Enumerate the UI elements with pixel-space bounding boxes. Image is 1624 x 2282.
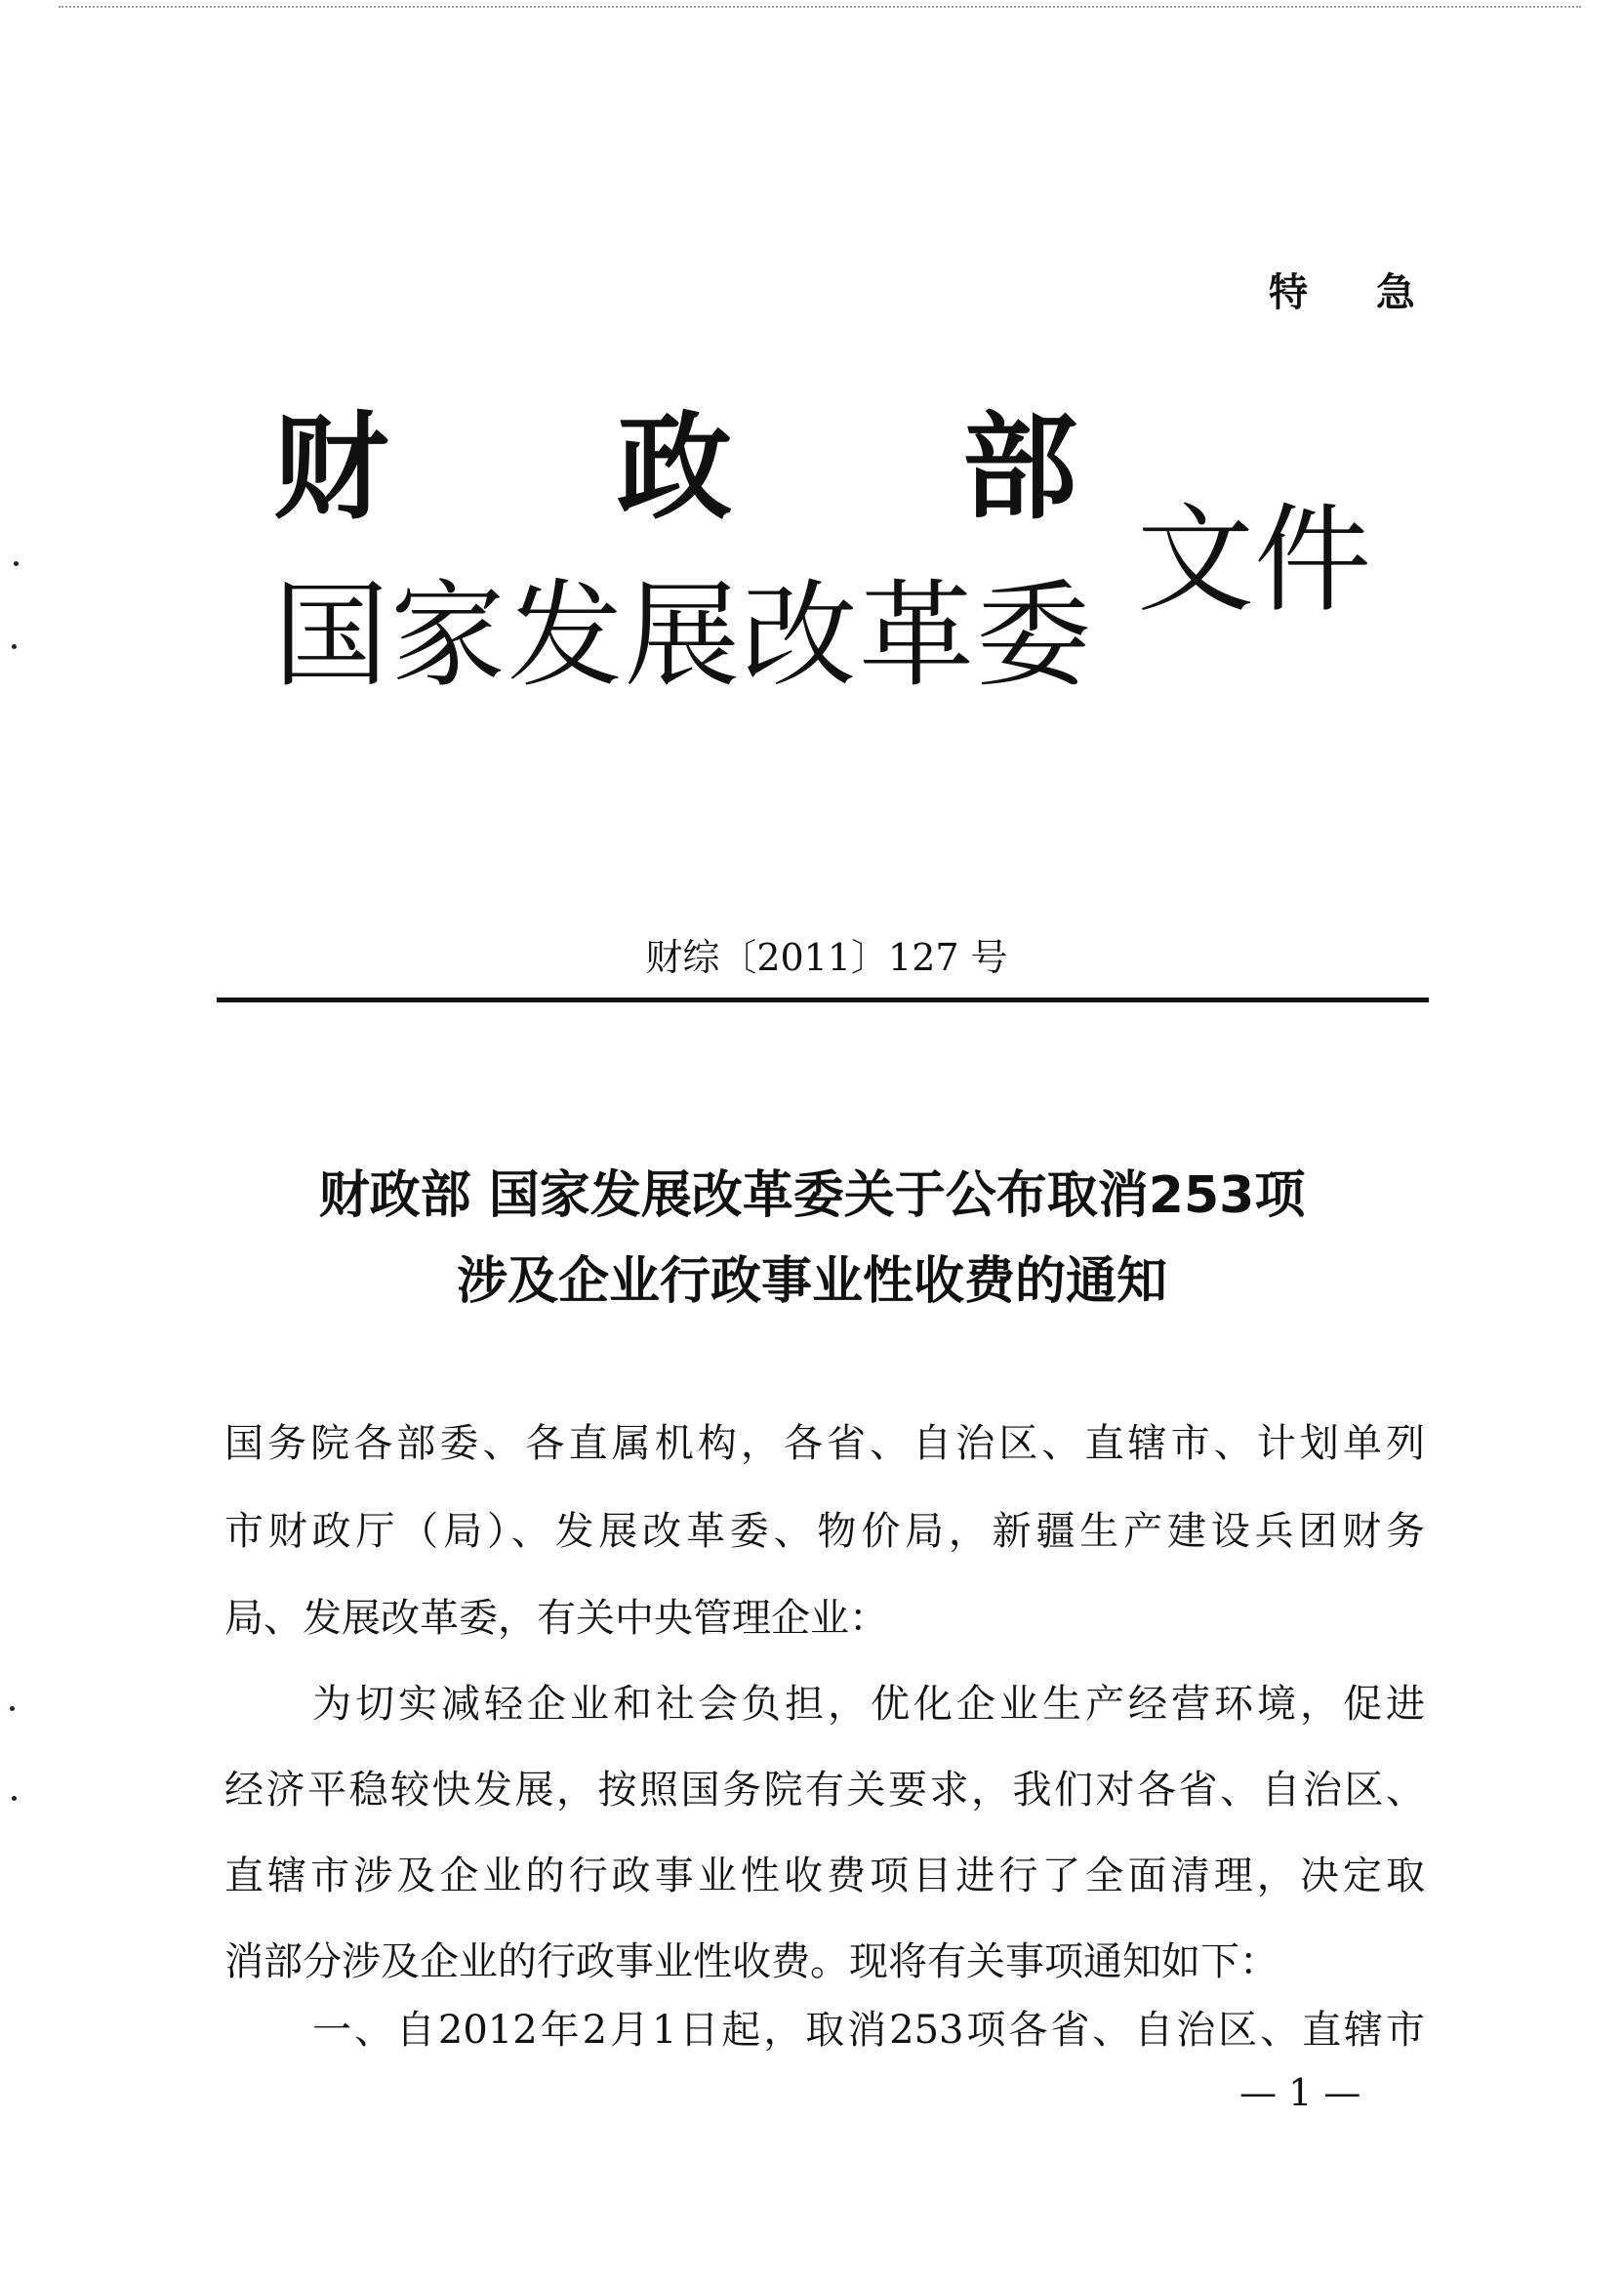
body-line: 局、发展改革委，有关中央管理企业： [224, 1596, 888, 1641]
document-kind: 文件 [1137, 493, 1371, 629]
body-line: 直辖市涉及企业的行政事业性收费项目进行了全面清理，决定取 [224, 1854, 1425, 1898]
body-line: 一、自2012年2月1日起，取消253项各省、自治区、直辖市 [312, 2008, 1425, 2053]
scan-speck [12, 644, 17, 649]
issuer-char: 财 [273, 399, 389, 535]
document-title-line-1: 财政部 国家发展改革委关于公布取消253项 [318, 1166, 1306, 1225]
issuer-ndrc: 国家发展改革委 [273, 568, 1094, 703]
body-line: 国务院各部委、各直属机构，各省、自治区、直辖市、计划单列 [224, 1421, 1425, 1466]
urgency-marker: 特 急 [1269, 270, 1442, 315]
issuer-char: 部 [962, 399, 1078, 535]
body-line: 市财政厅（局）、发展改革委、物价局，新疆生产建设兵团财务 [224, 1509, 1425, 1554]
scan-speck [10, 1706, 15, 1711]
document-title-line-2: 涉及企业行政事业性收费的通知 [456, 1252, 1167, 1311]
header-divider-rule [217, 998, 1429, 1002]
scan-speck [12, 1796, 17, 1801]
scan-speck [14, 561, 19, 566]
body-line: 为切实减轻企业和社会负担，优化企业生产经营环境，促进 [312, 1682, 1425, 1727]
body-line: 经济平稳较快发展，按照国务院有关要求，我们对各省、自治区、 [224, 1768, 1425, 1813]
scan-edge-artifact [59, 6, 1581, 8]
page-number: — 1 — [1239, 2071, 1361, 2114]
document-number: 财综〔2011〕127 号 [645, 936, 1008, 979]
issuer-char: 政 [617, 399, 733, 535]
body-line: 消部分涉及企业的行政事业性收费。现将有关事项通知如下： [224, 1939, 1279, 1984]
